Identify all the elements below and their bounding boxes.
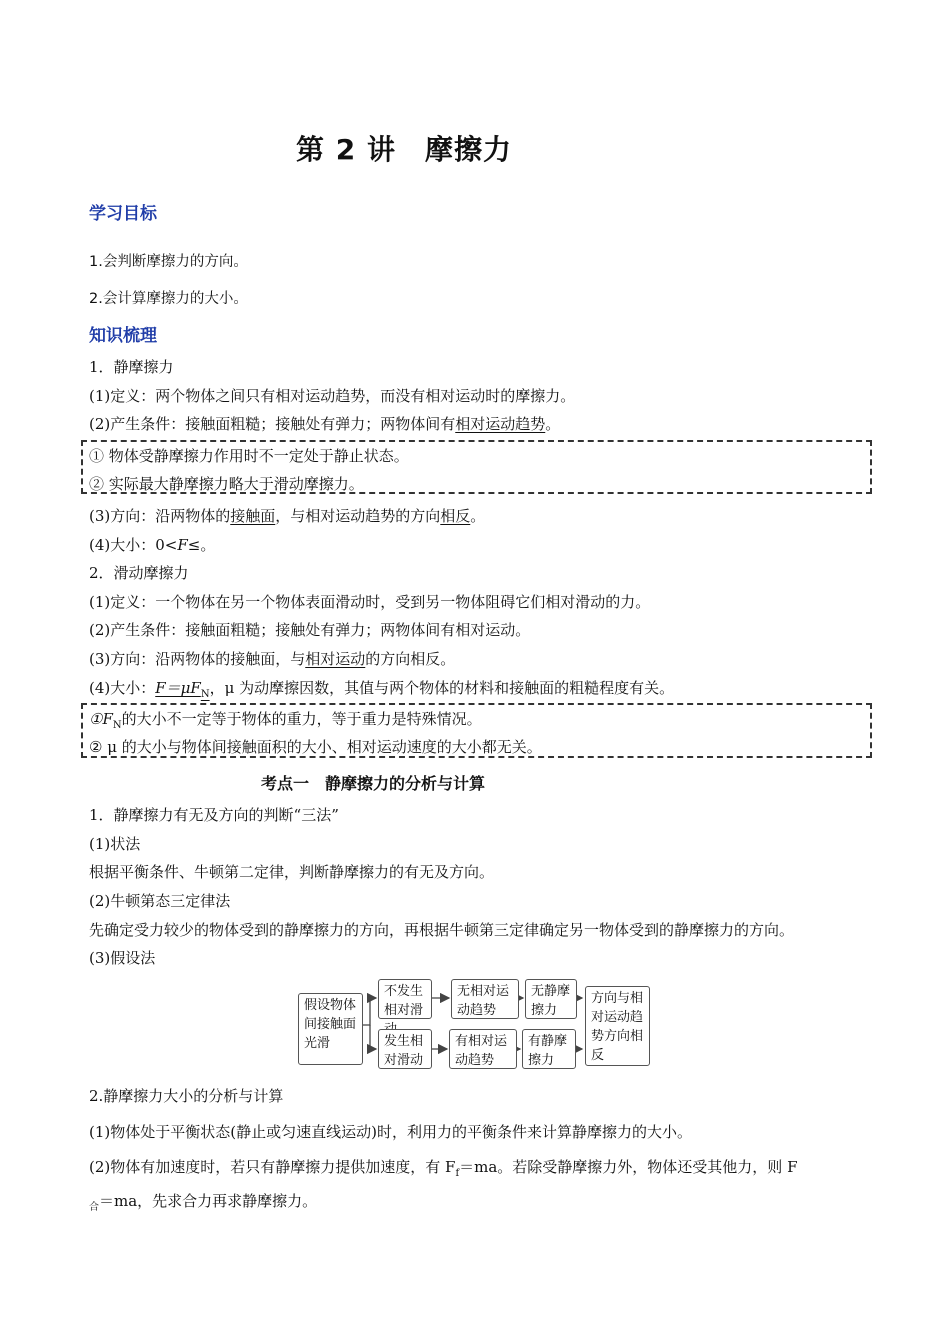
static-direction-mid: ，与相对运动趋势的方向 [275, 507, 441, 525]
sliding-note-1-sub: N [112, 720, 122, 731]
point1-heading: 考点一 静摩擦力的分析与计算 [261, 774, 486, 793]
sliding-direction-key: 相对运动 [305, 650, 366, 668]
static-direction-end: 。 [470, 507, 486, 525]
static-friction-title: 1．静摩擦力 [89, 358, 174, 376]
knowledge-heading: 知识梳理 [89, 326, 157, 346]
sliding-direction-text: (3)方向：沿两物体的接触面，与 [89, 650, 306, 668]
calc-1: (1)物体处于平衡状态(静止或匀速直线运动)时，利用力的平衡条件来计算静摩擦力的大小。 [89, 1123, 692, 1141]
static-size-end: ≤。 [187, 536, 216, 554]
method1-title: (1)状法 [89, 835, 141, 853]
static-definition: (1)定义：两个物体之间只有相对运动趋势，而没有相对运动时的摩擦力。 [89, 387, 576, 405]
goal-item-1: 1.会判断摩擦力的方向。 [89, 254, 248, 270]
flow-top-2: 无相对运动趋势 [451, 979, 519, 1019]
sliding-note-1-var: ①F [89, 710, 113, 728]
calc-title: 2.静摩擦力大小的分析与计算 [89, 1087, 284, 1105]
static-size [89, 535, 215, 555]
judge-title: 1．静摩擦力有无及方向的判断“三法” [89, 806, 339, 824]
static-direction [89, 506, 485, 526]
static-direction-text: (3)方向：沿两物体的 [89, 507, 231, 525]
method3-title: (3)假设法 [89, 949, 156, 967]
sliding-size-end: ，μ 为动摩擦因数，其值与两个物体的材料和接触面的粗糙程度有关。 [209, 679, 675, 697]
flow-bottom-2: 有相对运动趋势 [449, 1029, 517, 1069]
static-size-text: (4)大小：0< [89, 536, 178, 554]
sliding-direction [89, 649, 455, 669]
method1-text: 根据平衡条件、牛顿第二定律，判断静摩擦力的有无及方向。 [89, 863, 495, 881]
sliding-note-2: ② μ 的大小与物体间接触面积的大小、相对运动速度的大小都无关。 [89, 738, 542, 756]
sliding-condition: (2)产生条件：接触面粗糙；接触处有弹力；两物体间有相对运动。 [89, 621, 531, 639]
sliding-note-1-text: 的大小不一定等于物体的重力，等于重力是特殊情况。 [121, 710, 482, 728]
static-condition-end: 。 [545, 415, 561, 433]
static-condition [89, 414, 560, 434]
static-note-1: ① 物体受静摩擦力作用时不一定处于静止状态。 [89, 447, 409, 465]
sliding-size-sub: N [200, 689, 210, 700]
static-direction-key1: 接触面 [230, 507, 276, 525]
sliding-direction-end: 的方向相反。 [365, 650, 456, 668]
flow-bottom-1: 发生相对滑动 [378, 1029, 432, 1069]
flow-bottom-3: 有静摩擦力 [522, 1029, 576, 1069]
goal-item-2: 2.会计算摩擦力的大小。 [89, 291, 248, 307]
static-condition-key: 相对运动趋势 [455, 415, 546, 433]
sliding-friction-title: 2．滑动摩擦力 [89, 564, 189, 582]
static-condition-text: (2)产生条件：接触面粗糙；接触处有弹力；两物体间有 [89, 415, 456, 433]
calc-2-cont [89, 1191, 317, 1218]
flow-top-1: 不发生相对滑 [378, 979, 432, 1019]
calc-2-sub2: 合 [89, 1202, 99, 1213]
sliding-size-formula: F＝μF [155, 679, 201, 697]
static-size-var: F [177, 536, 188, 554]
calc-2-sub: f [455, 1168, 460, 1179]
sliding-size-text: (4)大小： [89, 679, 156, 697]
sliding-note-1 [89, 709, 482, 736]
method2-text: 先确定受力较少的物体受到的静摩擦力的方向，再根据牛顿第三定律确定另一物体受到的静摩擦力的方向。 [89, 921, 795, 939]
flow-top-3: 无静摩擦力 [525, 979, 577, 1019]
calc-2-text: (2)物体有加速度时，若只有静摩擦力提供加速度，有 F [89, 1158, 456, 1176]
page-title: 第 2 讲 摩擦力 [296, 133, 512, 166]
calc-2-mid: ＝ma。若除受静摩擦力外，物体还受其他力，则 F [459, 1158, 798, 1176]
static-note-2: ② 实际最大静摩擦力略大于滑动摩擦力。 [89, 475, 364, 493]
method2-title: (2)牛顿第态三定律法 [89, 892, 231, 910]
sliding-definition: (1)定义：一个物体在另一个物体表面滑动时，受到另一物体阻碍它们相对滑动的力。 [89, 593, 651, 611]
sliding-size [89, 678, 674, 705]
goals-heading: 学习目标 [89, 204, 157, 224]
flow-start-box: 假设物体间接触面光滑 [298, 993, 363, 1065]
flow-end-box: 方向与相对运动趋势方向相反 [585, 986, 650, 1066]
static-direction-key2: 相反 [440, 507, 471, 525]
calc-2-end: ＝ma，先求合力再求静摩擦力。 [99, 1192, 318, 1210]
calc-2 [89, 1157, 798, 1184]
